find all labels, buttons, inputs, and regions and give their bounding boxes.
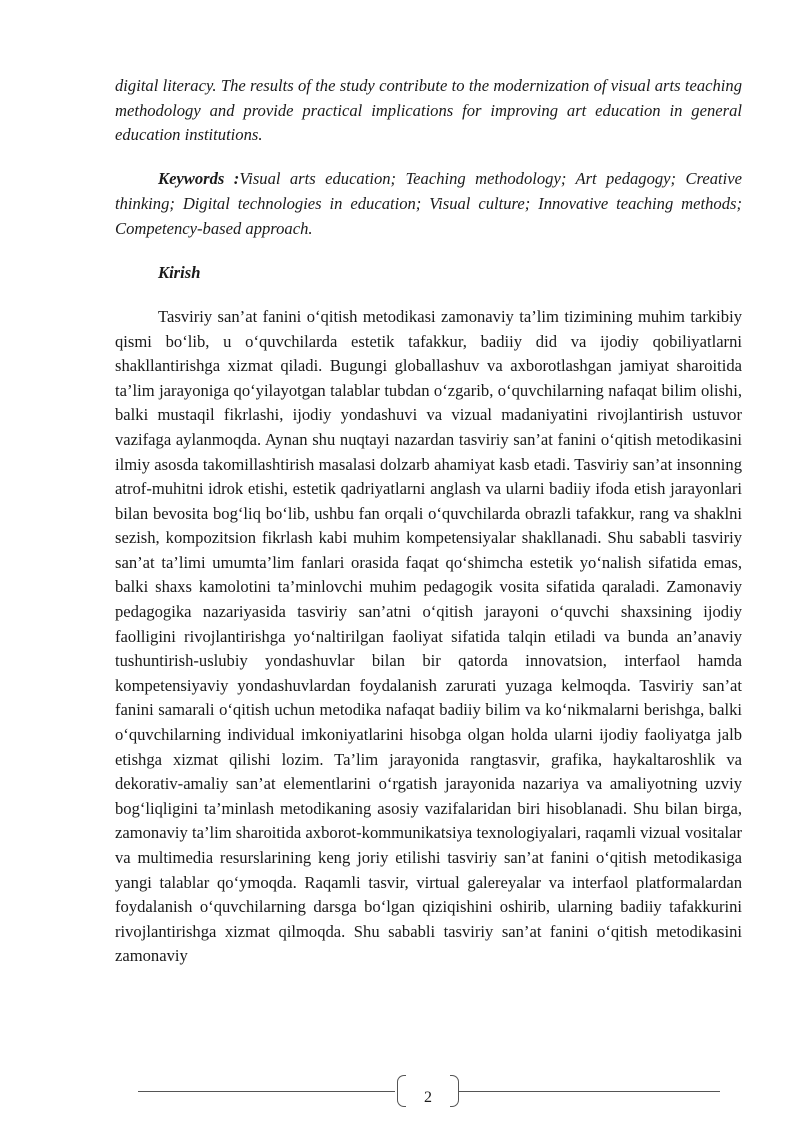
keywords-paragraph [115, 167, 742, 241]
footer-rule-left [138, 1091, 395, 1092]
keywords-list: Visual arts education; Teaching methodology; Art pedagogy; Creative thinking; Digital technologies in education; Visual culture; Innovative teaching methods; Competency-based approach. [115, 169, 742, 238]
keywords-label: Keywords : [158, 169, 240, 189]
section-heading: Kirish [158, 262, 201, 282]
footer-rule-right [458, 1091, 720, 1092]
abstract-continuation: digital literacy. The results of the study contribute to the modernization of visual arts teaching methodology and provide practical implications for improving art education in general education institutions. [115, 76, 742, 145]
document-page [115, 74, 742, 969]
footer-brace-left [397, 1075, 406, 1107]
page-number: 2 [424, 1089, 432, 1106]
page-footer [138, 1075, 720, 1111]
body-paragraph: Tasviriy san’at fanini o‘qitish metodikasi zamonaviy ta’lim tizimining muhim tarkibiy qismi bo‘lib, u o‘quvchilarda estetik tafakkur, badiiy did va ijodiy qobiliyatlarni shakllantirishga xizmat qiladi. Bugungi globallashuv va axborotlashgan jamiyat sharoitida ta’lim jarayoniga qo‘yilayotgan talablar tubdan o‘zgarib, o‘quvchilarning nafaqat bilim olishi, balki mustaqil fikrlashi, ijodiy yondashuvi va vizual madaniyatini rivojlantirish ustuvor vazifaga aylanmoqda. Aynan shu nuqtayi nazardan tasviriy san’at fanini o‘qitish metodikasini ilmiy asosda takomillashtirish masalasi dolzarb ahamiyat kasb etadi. Tasviriy san’at insonning atrof-muhitni idrok etishi, estetik qadriyatlarni anglash va ularni badiiy ifoda etish jarayonlari bilan bevosita bog‘liq bo‘lib, ushbu fan orqali o‘quvchilarda obrazli tafakkur, rang va shaklni sezish, kompozitsion fikrlash kabi muhim kompetensiyalar shakllanadi. Shu sababli tasviriy san’at ta’limi umumta’lim fanlari orasida faqat qo‘shimcha estetik yo‘nalish sifatida emas, balki shaxs kamolotini ta’minlovchi muhim pedagogik vosita sifatida qaraladi. Zamonaviy pedagogika nazariyasida tasviriy san’atni o‘qitish jarayoni o‘quvchi shaxsining ijodiy faolligini rivojlantirishga yo‘naltirilgan faoliyat sifatida talqin etiladi va bunda an’anaviy tushuntirish-uslubiy yondashuvlar bilan bir qatorda innovatsion, interfaol hamda kompetensiyaviy yondashuvlardan foydalanish zarurati yuzaga kelmoqda. Tasviriy san’at fanini samarali o‘qitish uchun metodika nafaqat badiiy bilim va ko‘nikmalarni berishga, balki o‘quvchilarning individual imkoniyatlarini hisobga olgan holda ularni ijodiy faoliyatga jalb etishga xizmat qilishi lozim. Ta’lim jarayonida rangtasvir, grafika, haykaltaroshlik va dekorativ-amaliy san’at elementlarini o‘rgatish jarayonida nazariya va amaliyotning uzviy bog‘liqligini ta’minlash metodikaning asosiy vazifalaridan biri hisoblanadi. Shu bilan birga, zamonaviy ta’lim sharoitida axborot-kommunikatsiya texnologiyalari, raqamli vizual vositalar va multimedia resurslarining keng joriy etilishi tasviriy san’at fanini o‘qitish metodikasiga yangi talablar qo‘ymoqda. Raqamli tasvir, virtual galereyalar va interfaol platformalardan foydalanish o‘quvchilarning darsga bo‘lgan qiziqishini oshirib, ularning badiiy tafakkurini rivojlantirishga xizmat qilmoqda. Shu sababli tasviriy san’at fanini o‘qitish metodikasini zamonaviy [115, 306, 742, 966]
